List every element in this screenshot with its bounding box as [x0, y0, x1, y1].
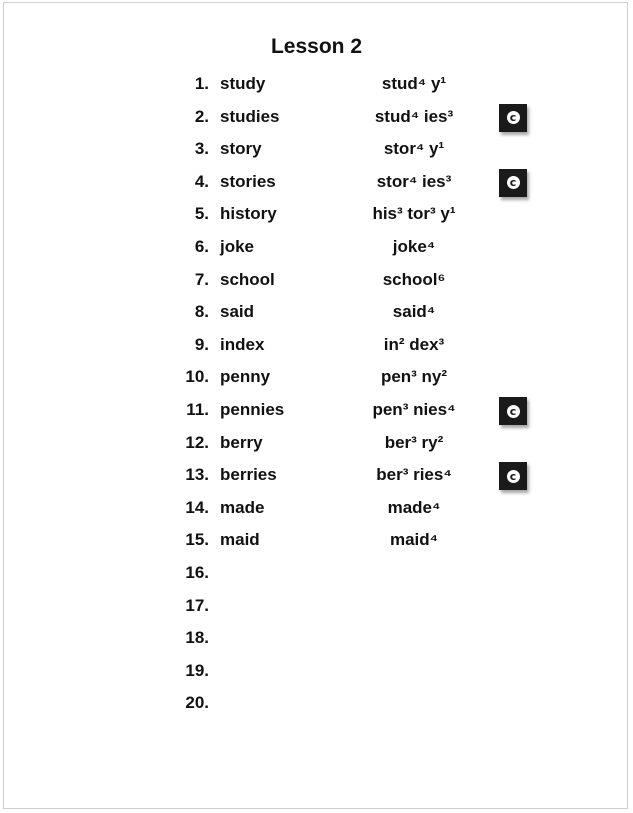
list-item [0, 563, 633, 589]
item-syllables: stud⁴ y¹ [381, 74, 447, 93]
item-number: 2. [194, 106, 209, 126]
item-word: penny [220, 367, 271, 387]
list-item [0, 498, 633, 524]
item-number: 7. [194, 269, 209, 289]
item-number: 14. [185, 497, 209, 517]
item-word: stories [220, 171, 276, 191]
item-number: 11. [186, 400, 209, 419]
item-syllables: stor⁴ y¹ [383, 139, 445, 159]
item-syllables: his³ tor³ y¹ [372, 204, 456, 224]
item-word: said [220, 302, 255, 322]
list-item [0, 74, 633, 100]
item-syllables: joke⁴ [392, 237, 436, 256]
list-item [0, 204, 633, 230]
item-number: 1. [194, 74, 209, 93]
page-title [0, 35, 633, 59]
item-syllables: stor⁴ ies³ [376, 171, 452, 191]
item-number: 20. [185, 693, 209, 713]
c-glyph: c [507, 405, 520, 418]
list-item [0, 596, 633, 622]
item-syllables: maid⁴ [389, 530, 439, 550]
list-item [0, 172, 633, 198]
list-item [0, 367, 633, 393]
item-word: joke [220, 237, 255, 256]
item-number: 12. [185, 432, 209, 452]
item-number: 16. [185, 563, 209, 582]
c-glyph: c [507, 470, 520, 483]
item-number: 13. [185, 465, 209, 485]
item-syllables: ber³ ry² [384, 432, 444, 452]
item-syllables: pen³ nies⁴ [372, 400, 456, 419]
item-syllables: pen³ ny² [380, 367, 448, 387]
item-number: 3. [194, 139, 209, 159]
item-word: made [220, 497, 265, 517]
c-glyph: c [507, 176, 520, 189]
item-number: 8. [194, 302, 209, 322]
list-item [0, 530, 633, 556]
item-word: study [220, 74, 266, 93]
item-number: 5. [194, 204, 209, 224]
item-word: berry [220, 432, 263, 452]
item-word: studies [220, 106, 280, 126]
item-word: story [220, 139, 262, 159]
list-item [0, 107, 633, 133]
item-number: 9. [194, 334, 209, 354]
item-syllables: said⁴ [392, 302, 436, 322]
item-number: 10. [185, 367, 209, 387]
item-number: 15. [185, 530, 209, 550]
item-number: 17. [185, 595, 209, 615]
lesson-title: Lesson 2 [270, 35, 363, 58]
list-item [0, 433, 633, 459]
item-number: 18. [185, 628, 209, 648]
item-syllables: stud⁴ ies³ [374, 106, 454, 126]
item-word: maid [220, 530, 260, 550]
c-badge-icon[interactable] [499, 462, 527, 490]
item-syllables: made⁴ [387, 497, 441, 517]
item-syllables: in² dex³ [383, 334, 445, 354]
item-number: 4. [194, 171, 209, 191]
item-word: school [220, 269, 275, 289]
item-word: index [220, 334, 265, 354]
list-item [0, 139, 633, 165]
c-badge-icon[interactable] [499, 169, 527, 197]
list-item [0, 693, 633, 719]
list-item [0, 465, 633, 491]
item-word: berries [220, 465, 277, 485]
c-badge-icon[interactable] [499, 104, 527, 132]
item-syllables: ber³ ries⁴ [376, 465, 452, 485]
item-syllables: school⁶ [382, 269, 446, 289]
list-item [0, 661, 633, 687]
list-item [0, 270, 633, 296]
item-word: pennies [220, 400, 285, 419]
item-number: 6. [194, 237, 209, 256]
list-item [0, 237, 633, 263]
c-badge-icon[interactable] [499, 397, 527, 425]
list-item [0, 335, 633, 361]
list-item [0, 400, 633, 426]
item-number: 19. [185, 660, 209, 680]
c-glyph: c [507, 111, 520, 124]
list-item [0, 302, 633, 328]
item-word: history [220, 204, 277, 224]
list-item [0, 628, 633, 654]
